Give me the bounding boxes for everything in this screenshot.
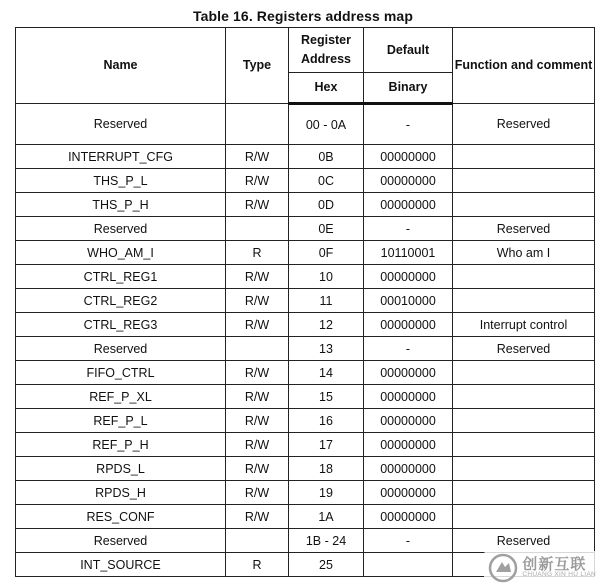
cell-hex: 17 bbox=[289, 433, 364, 457]
cell-name: Reserved bbox=[16, 337, 226, 361]
cell-binary: 10110001 bbox=[364, 241, 453, 265]
cell-comment bbox=[453, 289, 595, 313]
cell-binary bbox=[364, 553, 453, 577]
table-row bbox=[16, 337, 595, 361]
cell-type: R/W bbox=[226, 265, 289, 289]
cell-type: R/W bbox=[226, 193, 289, 217]
cell-comment bbox=[453, 433, 595, 457]
cell-binary: 00000000 bbox=[364, 193, 453, 217]
cell-type: R/W bbox=[226, 289, 289, 313]
cell-name: Reserved bbox=[16, 217, 226, 241]
cell-type bbox=[226, 529, 289, 553]
cell-comment: Interrupt control bbox=[453, 313, 595, 337]
table-row bbox=[16, 217, 595, 241]
cell-name: Reserved bbox=[16, 104, 226, 145]
logo-icon bbox=[488, 553, 518, 583]
cell-binary: 00000000 bbox=[364, 409, 453, 433]
cell-name: FIFO_CTRL bbox=[16, 361, 226, 385]
cell-hex: 10 bbox=[289, 265, 364, 289]
cell-hex: 0D bbox=[289, 193, 364, 217]
table-row bbox=[16, 169, 595, 193]
table-row bbox=[16, 193, 595, 217]
table-row bbox=[16, 385, 595, 409]
table-title: Table 16. Registers address map bbox=[193, 8, 413, 24]
header-register-address: Register Address bbox=[289, 28, 364, 73]
cell-name: INTERRUPT_CFG bbox=[16, 145, 226, 169]
table-body bbox=[16, 104, 595, 577]
cell-name: RES_CONF bbox=[16, 505, 226, 529]
cell-comment bbox=[453, 457, 595, 481]
cell-comment bbox=[453, 409, 595, 433]
header-name: Name bbox=[16, 28, 226, 104]
cell-name: RPDS_L bbox=[16, 457, 226, 481]
cell-comment bbox=[453, 193, 595, 217]
cell-name: REF_P_L bbox=[16, 409, 226, 433]
cell-hex: 0E bbox=[289, 217, 364, 241]
cell-binary: 00000000 bbox=[364, 361, 453, 385]
cell-type: R/W bbox=[226, 433, 289, 457]
watermark-english-text: CHUANG XIN HU LIAN bbox=[522, 571, 596, 579]
cell-hex: 15 bbox=[289, 385, 364, 409]
cell-binary: - bbox=[364, 104, 453, 145]
table-row bbox=[16, 104, 595, 145]
table-row bbox=[16, 361, 595, 385]
cell-hex: 25 bbox=[289, 553, 364, 577]
cell-comment bbox=[453, 145, 595, 169]
cell-hex: 0B bbox=[289, 145, 364, 169]
cell-name: INT_SOURCE bbox=[16, 553, 226, 577]
header-default: Default bbox=[364, 28, 453, 73]
table-row bbox=[16, 457, 595, 481]
cell-name: REF_P_H bbox=[16, 433, 226, 457]
cell-hex: 00 - 0A bbox=[289, 104, 364, 145]
header-type: Type bbox=[226, 28, 289, 104]
table-row bbox=[16, 481, 595, 505]
cell-binary: 00000000 bbox=[364, 385, 453, 409]
table-row bbox=[16, 265, 595, 289]
cell-type: R/W bbox=[226, 457, 289, 481]
cell-hex: 0F bbox=[289, 241, 364, 265]
cell-comment: Who am I bbox=[453, 241, 595, 265]
header-function-comment: Function and comment bbox=[453, 28, 595, 104]
header-binary: Binary bbox=[364, 73, 453, 104]
cell-type: R/W bbox=[226, 169, 289, 193]
cell-comment: Reserved bbox=[453, 217, 595, 241]
cell-hex: 1B - 24 bbox=[289, 529, 364, 553]
cell-comment bbox=[453, 505, 595, 529]
cell-hex: 0C bbox=[289, 169, 364, 193]
cell-binary: - bbox=[364, 217, 453, 241]
header-hex: Hex bbox=[289, 73, 364, 104]
watermark-chinese-text: 创新互联 bbox=[522, 555, 587, 573]
cell-type: R/W bbox=[226, 361, 289, 385]
cell-comment: Reserved bbox=[453, 337, 595, 361]
cell-hex: 19 bbox=[289, 481, 364, 505]
cell-type: R bbox=[226, 553, 289, 577]
cell-binary: 00010000 bbox=[364, 289, 453, 313]
cell-name: WHO_AM_I bbox=[16, 241, 226, 265]
table-header bbox=[16, 28, 595, 104]
table-row bbox=[16, 433, 595, 457]
cell-name: Reserved bbox=[16, 529, 226, 553]
cell-comment bbox=[453, 385, 595, 409]
cell-binary: - bbox=[364, 529, 453, 553]
cell-name: THS_P_H bbox=[16, 193, 226, 217]
cell-hex: 18 bbox=[289, 457, 364, 481]
table-row bbox=[16, 289, 595, 313]
cell-name: THS_P_L bbox=[16, 169, 226, 193]
cell-type bbox=[226, 104, 289, 145]
cell-type bbox=[226, 337, 289, 361]
cell-hex: 14 bbox=[289, 361, 364, 385]
cell-binary: 00000000 bbox=[364, 505, 453, 529]
cell-name: RPDS_H bbox=[16, 481, 226, 505]
table-row bbox=[16, 505, 595, 529]
cell-name: CTRL_REG3 bbox=[16, 313, 226, 337]
cell-type bbox=[226, 217, 289, 241]
cell-comment bbox=[453, 361, 595, 385]
cell-type: R/W bbox=[226, 505, 289, 529]
cell-name: REF_P_XL bbox=[16, 385, 226, 409]
cell-name: CTRL_REG2 bbox=[16, 289, 226, 313]
cell-hex: 1A bbox=[289, 505, 364, 529]
table-row bbox=[16, 241, 595, 265]
cell-comment: Reserved bbox=[453, 104, 595, 145]
cell-type: R/W bbox=[226, 385, 289, 409]
cell-hex: 16 bbox=[289, 409, 364, 433]
cell-hex: 11 bbox=[289, 289, 364, 313]
watermark-logo bbox=[484, 551, 602, 585]
cell-comment: Reserved bbox=[453, 529, 595, 553]
cell-type: R/W bbox=[226, 145, 289, 169]
cell-type: R/W bbox=[226, 409, 289, 433]
cell-binary: 00000000 bbox=[364, 169, 453, 193]
cell-binary: 00000000 bbox=[364, 457, 453, 481]
cell-binary: 00000000 bbox=[364, 145, 453, 169]
cell-name: CTRL_REG1 bbox=[16, 265, 226, 289]
registers-address-map-table bbox=[15, 27, 595, 577]
table-row bbox=[16, 529, 595, 553]
table-row bbox=[16, 145, 595, 169]
cell-type: R/W bbox=[226, 481, 289, 505]
table-row bbox=[16, 313, 595, 337]
cell-binary: 00000000 bbox=[364, 265, 453, 289]
cell-hex: 12 bbox=[289, 313, 364, 337]
cell-binary: - bbox=[364, 337, 453, 361]
cell-binary: 00000000 bbox=[364, 481, 453, 505]
cell-comment bbox=[453, 265, 595, 289]
cell-comment bbox=[453, 169, 595, 193]
cell-type: R bbox=[226, 241, 289, 265]
cell-binary: 00000000 bbox=[364, 433, 453, 457]
cell-comment bbox=[453, 481, 595, 505]
cell-type: R/W bbox=[226, 313, 289, 337]
table-row bbox=[16, 409, 595, 433]
cell-hex: 13 bbox=[289, 337, 364, 361]
cell-binary: 00000000 bbox=[364, 313, 453, 337]
